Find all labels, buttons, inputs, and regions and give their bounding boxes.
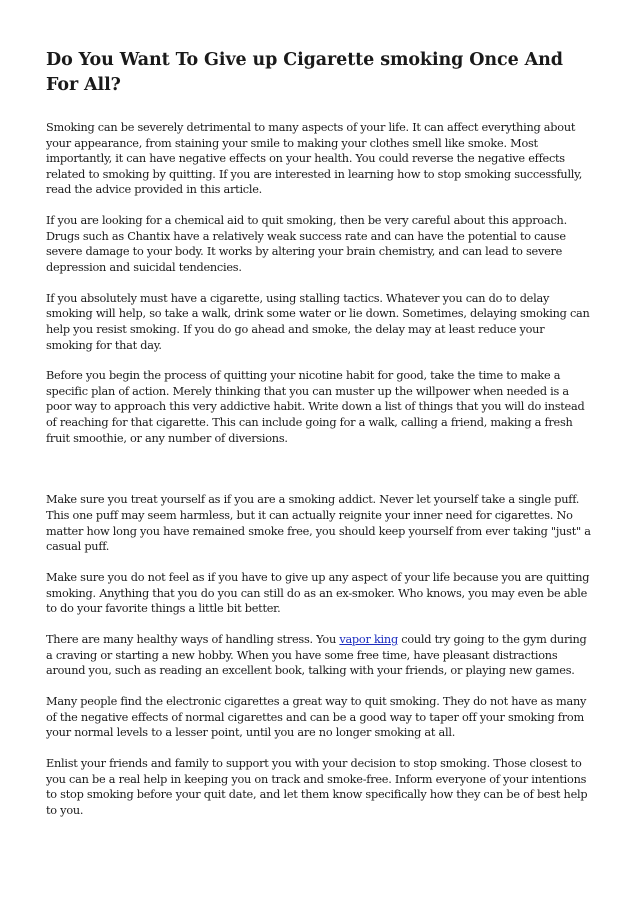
paragraph-text-after-link: could try going to the gym during a craving or starting a new hobby. When you have some free time, have pleasant distractions around you, such as reading an excellent book, talking with your friends, or playing new games. xyxy=(46,632,587,678)
document-page xyxy=(46,48,594,833)
paragraph-electronic-cigarettes: Many people find the electronic cigarettes a great way to quit smoking. They do not have as many of the negative effects of normal cigarettes and can be a good way to taper off your smoking from your normal levels to a lesser point, until you are no longer smoking at all. xyxy=(46,694,587,740)
paragraph-smoking-addict: Make sure you treat yourself as if you are a smoking addict. Never let yourself take a single puff. This one puff may seem harmless, but it can actually reignite your inner need for cigarettes. No matter how long you have remained smoke free, you should keep yourself from ever taking "just" a casual puff. xyxy=(46,493,591,554)
vapor-king-link[interactable]: vapor king xyxy=(339,632,398,646)
paragraph-enlist-friends: Enlist your friends and family to support you with your decision to stop smoking. Those closest to you can be a real help in keeping you on track and smoke-free. Inform everyone of your intentions to stop smoking before your quit date, and let them know specifically how they can be of best help to you. xyxy=(46,756,588,817)
paragraph-chemical-aid: If you are looking for a chemical aid to quit smoking, then be very careful about this approach. Drugs such as Chantix have a relatively weak success rate and can have the potential to cause severe damage to your body. It works by altering your brain chemistry, and can lead to severe depression and suicidal tendencies. xyxy=(46,214,567,274)
paragraph-ex-smoker: Make sure you do not feel as if you have to give up any aspect of your life because you are quitting smoking. Anything that you do you can still do as an ex-smoker. Who knows, you may even be able to do your favorite things a little bit better. xyxy=(46,571,590,616)
paragraph-intro: Smoking can be severely detrimental to many aspects of your life. It can affect everything about your appearance, from staining your smile to making your clothes smell like smoke. Most importantly, it can have negative effects on your health. You could reverse the negative effects related to smoking by quitting. If you are interested in learning how to stop smoking successfully, read the advice provided in this article. xyxy=(46,121,583,197)
document-title: Do You Want To Give up Cigarette smoking Once And For All? xyxy=(46,50,563,95)
paragraph-stalling-tactics: If you absolutely must have a cigarette, using stalling tactics. Whatever you can do to delay smoking will help, so take a walk, drink some water or lie down. Sometimes, delaying smoking can help you resist smoking. If you do go ahead and smoke, the delay may at least reduce your smoking for that day. xyxy=(46,291,590,352)
section-gap xyxy=(46,461,594,492)
paragraph-handling-stress xyxy=(46,632,594,679)
paragraph-plan-of-action: Before you begin the process of quitting your nicotine habit for good, take the time to make a specific plan of action. Merely thinking that you can muster up the willpower when needed is a poor way to approach this very addictive habit. Write down a list of things that you will do instead of reaching for that cigarette. This can include going for a walk, calling a friend, making a fresh fruit smoothie, or any number of diversions. xyxy=(46,369,585,445)
paragraph-text-before-link: There are many healthy ways of handling stress. You xyxy=(46,632,340,646)
